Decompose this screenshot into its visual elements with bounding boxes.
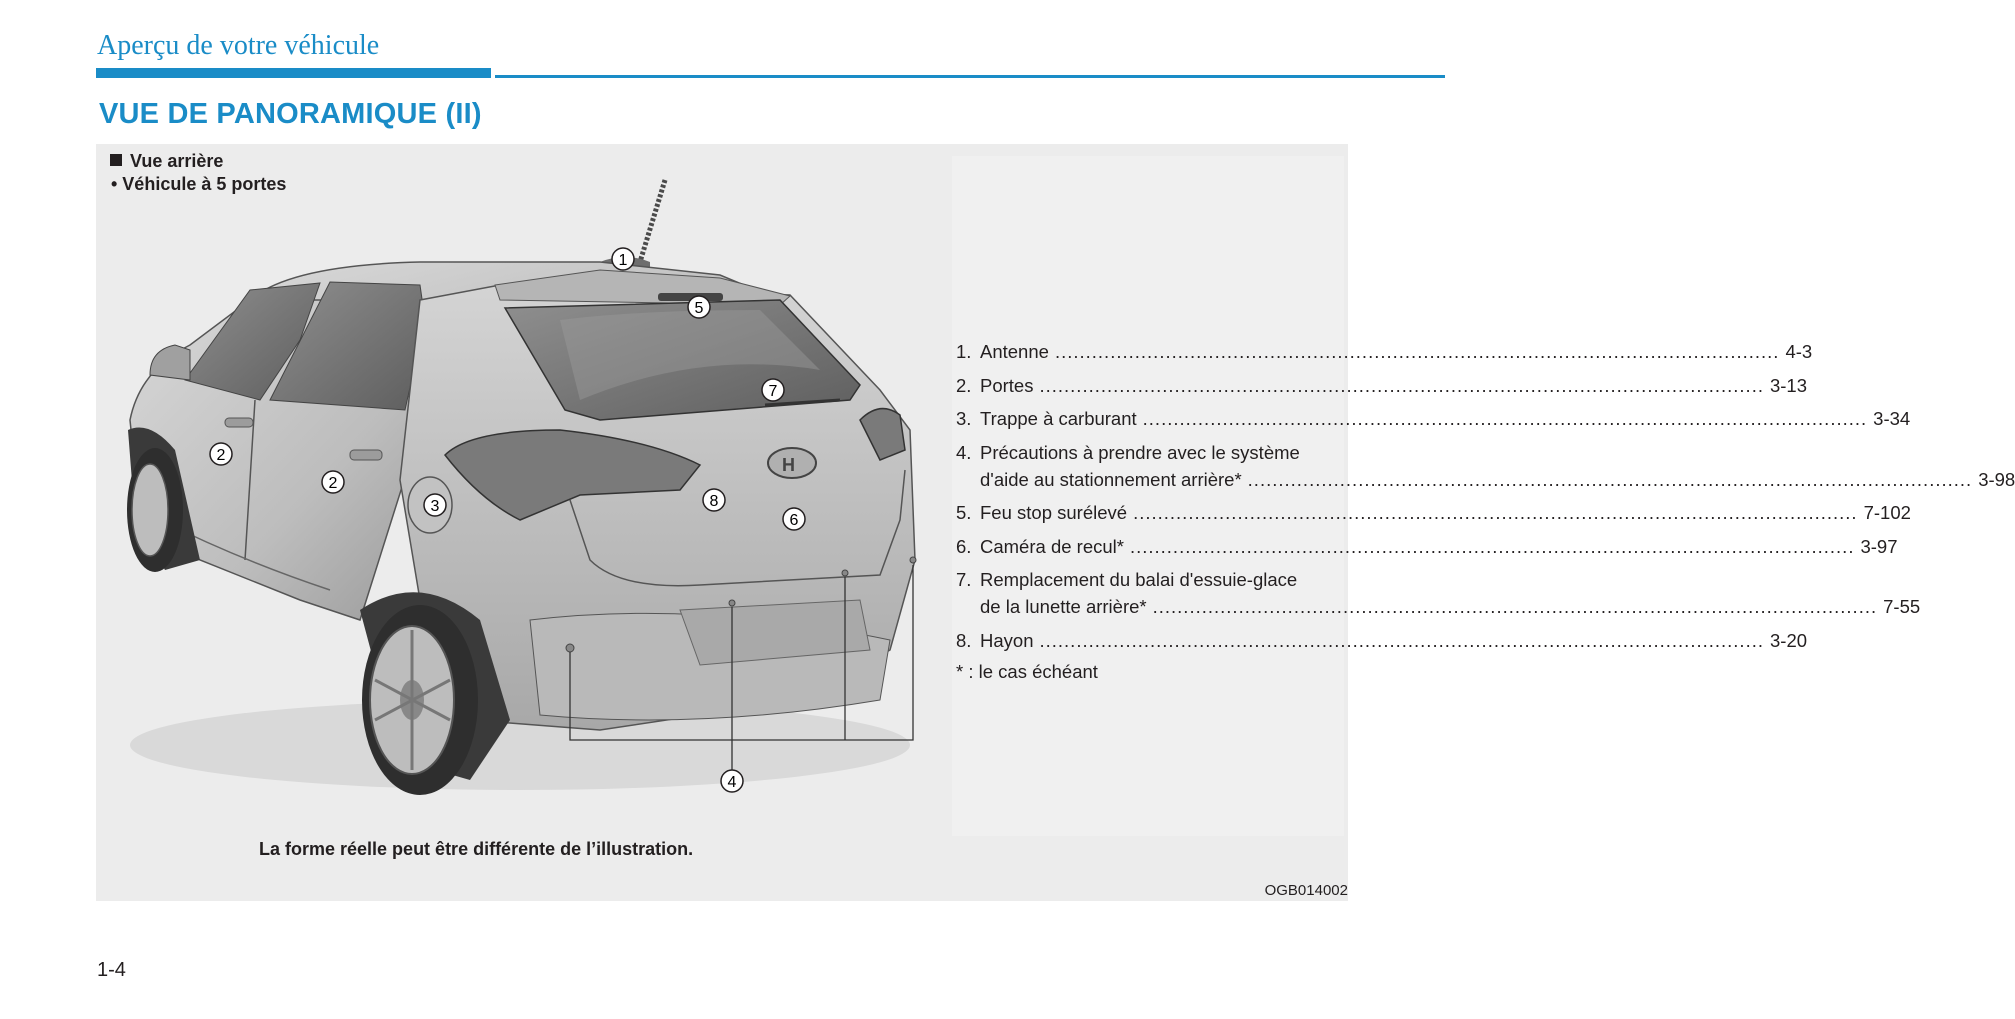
illustration-caption: La forme réelle peut être différente de l’illustration. [259, 839, 694, 859]
chapter-title: Aperçu de votre véhicule [97, 30, 380, 61]
legend-page: 3-34 [1873, 408, 1911, 429]
callout-5 [688, 296, 710, 318]
svg-text:H: H [782, 455, 795, 475]
callout-4 [721, 770, 743, 792]
legend-text: Antenne [980, 341, 1049, 362]
svg-text:8: 8 [709, 493, 719, 510]
legend-page: 7-102 [1863, 502, 1911, 523]
legend-item [956, 338, 1813, 365]
legend-page: 3-97 [1860, 535, 1898, 557]
legend-text: Feu stop surélevé [980, 502, 1128, 523]
header-rule-thick [96, 68, 491, 78]
legend-page: 3-13 [1769, 374, 1808, 396]
legend-number: 7. [956, 569, 972, 590]
callout-2a [210, 443, 232, 465]
svg-text:2: 2 [216, 447, 226, 464]
legend-number: 8. [956, 629, 972, 651]
callout-8 [703, 489, 725, 511]
svg-text:5: 5 [694, 300, 704, 317]
legend-page: 4-3 [1785, 341, 1813, 362]
svg-text:7: 7 [768, 383, 778, 400]
legend-item [956, 405, 1911, 432]
car-rear-illustration [96, 150, 936, 830]
section-heading-text: Vue arrière [130, 151, 224, 171]
legend-text: Portes [980, 374, 1034, 396]
page-title: VUE DE PANORAMIQUE (II) [99, 98, 482, 130]
legend-number: 3. [956, 408, 972, 429]
legend-number: 1. [956, 341, 972, 362]
svg-text:4: 4 [727, 774, 737, 791]
svg-text:3: 3 [430, 498, 440, 515]
legend-text: Précautions à prendre avec le système [980, 441, 1300, 463]
section-subheading: • Véhicule à 5 portes [111, 174, 287, 194]
legend-text: d'aide au stationnement arrière* [980, 468, 1242, 490]
legend-item [956, 499, 1911, 526]
callout-1 [612, 248, 634, 270]
legend-text: Hayon [980, 629, 1034, 651]
legend-number: 4. [956, 441, 972, 463]
image-code: OGB014002 [1264, 882, 1348, 899]
legend-text: Remplacement du balai d'essuie-glace [980, 569, 1298, 590]
legend-item [956, 627, 1808, 654]
legend-item [956, 439, 2015, 493]
legend-number: 2. [956, 374, 972, 396]
callout-6 [783, 508, 805, 530]
legend-item [956, 372, 1808, 399]
legend-text: Caméra de recul* [980, 535, 1124, 557]
svg-text:6: 6 [789, 512, 799, 529]
legend-text: de la lunette arrière* [980, 596, 1147, 617]
page-number: 1-4 [97, 959, 126, 981]
footnote: * : le cas échéant [956, 661, 1098, 682]
legend-number: 5. [956, 502, 972, 523]
legend-list [956, 338, 2015, 660]
legend-number: 6. [956, 535, 972, 557]
legend-page: 7-55 [1883, 596, 1921, 617]
svg-text:1: 1 [618, 252, 628, 269]
header-rule-thin [495, 75, 1445, 78]
svg-text:2: 2 [328, 475, 338, 492]
callout-3 [424, 494, 446, 516]
legend-text: Trappe à carburant [980, 408, 1137, 429]
legend-item [956, 533, 1898, 560]
callout-2b [322, 471, 344, 493]
legend-item [956, 566, 1921, 620]
legend-page: 3-20 [1770, 629, 1808, 651]
callout-7 [762, 379, 784, 401]
legend-page: 3-98 [1978, 468, 2015, 490]
